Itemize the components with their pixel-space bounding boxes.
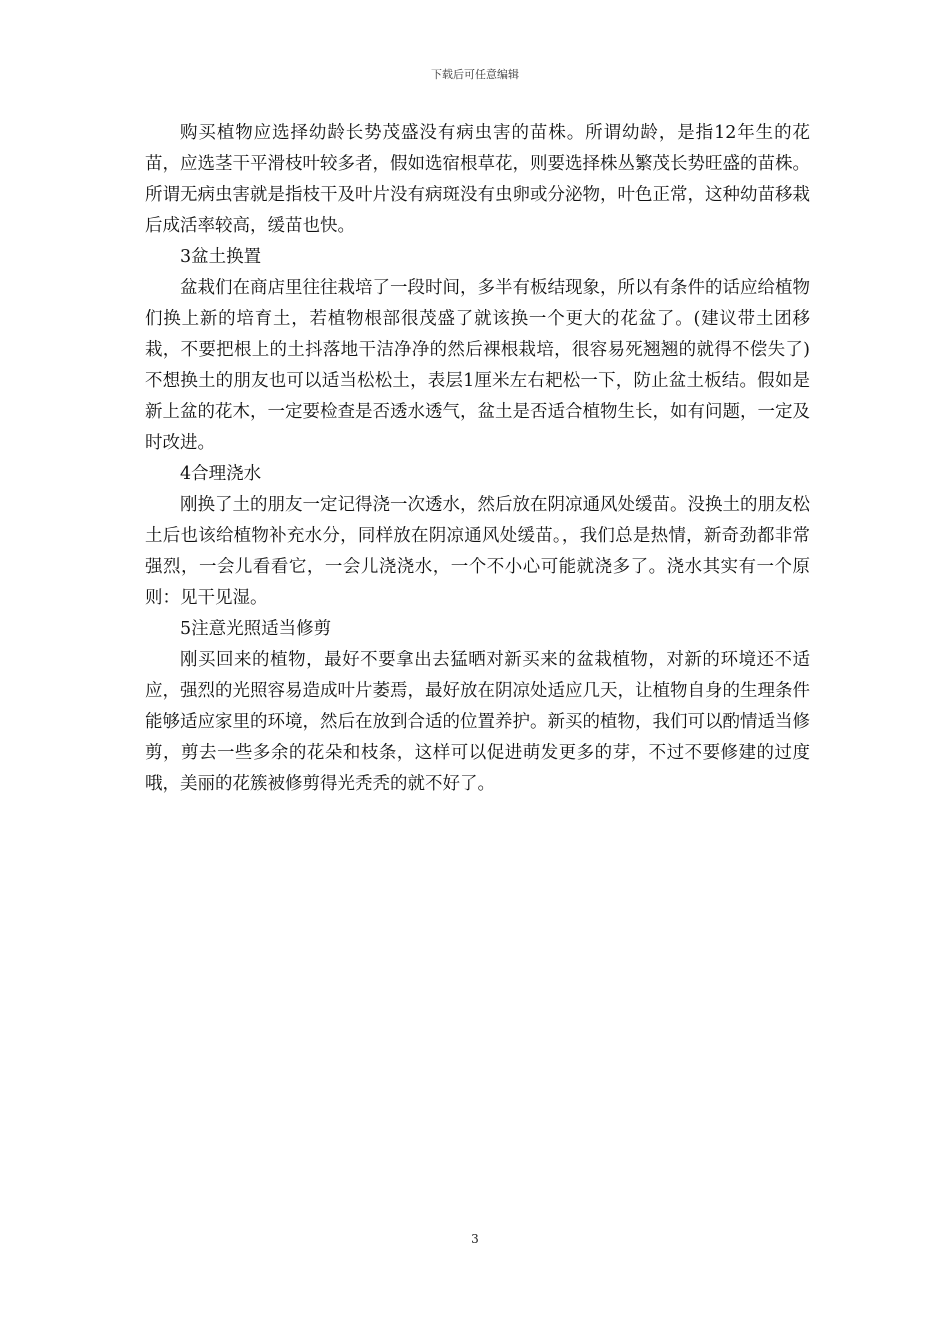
paragraph-watering: 刚换了土的朋友一定记得浇一次透水，然后放在阴凉通风处缓苗。没换土的朋友松土后也该给植物补充水分，同样放在阴凉通风处缓苗。，我们总是热情，新奇劲都非常强烈，一会儿看看它，一会儿浇浇水，一个不小心可能就浇多了。浇水其实有一个原则：见干见湿。 (145, 495, 810, 608)
paragraph-light-pruning: 刚买回来的植物，最好不要拿出去猛晒对新买来的盆栽植物，对新的环境还不适应，强烈的光照容易造成叶片萎焉，最好放在阴凉处适应几天，让植物自身的生理条件能够适应家里的环境，然后在放到合适的位置养护。新买的植物，我们可以酌情适当修剪，剪去一些多余的花朵和枝条，这样可以促进萌发更多的芽，不过不要修建的过度哦，美丽的花簇被修剪得光秃秃的就不好了。 (145, 650, 810, 794)
page-number: 3 (471, 1232, 479, 1246)
paragraph-soil-replacement: 盆栽们在商店里往往栽培了一段时间，多半有板结现象，所以有条件的话应给植物们换上新的培育土，若植物根部很茂盛了就该换一个更大的花盆了。(建议带土团移栽，不要把根上的土抖落地干洁净净的然后裸根栽培，很容易死翘翘的就得不偿失了)不想换土的朋友也可以适当松松土，表层1厘米左右耙松一下，防止盆土板结。假如是新上盆的花木，一定要检查是否透水透气，盆土是否适合植物生长，如有问题，一定及时改进。 (145, 278, 810, 453)
section-heading-watering: 4合理浇水 (180, 464, 262, 484)
paragraph-seedling-selection: 购买植物应选择幼龄长势茂盛没有病虫害的苗株。所谓幼龄，是指12年生的花苗，应选茎干平滑枝叶较多者，假如选宿根草花，则要选择株丛繁茂长势旺盛的苗株。所谓无病虫害就是指枝干及叶片没有病斑没有虫卵或分泌物，叶色正常，这种幼苗移栽后成活率较高，缓苗也快。 (145, 123, 810, 236)
section-heading-light-pruning: 5注意光照适当修剪 (180, 619, 332, 639)
page-header: 下载后可任意编辑 (431, 68, 519, 81)
document-body (145, 118, 810, 800)
section-heading-soil-replacement: 3盆土换置 (180, 247, 262, 267)
